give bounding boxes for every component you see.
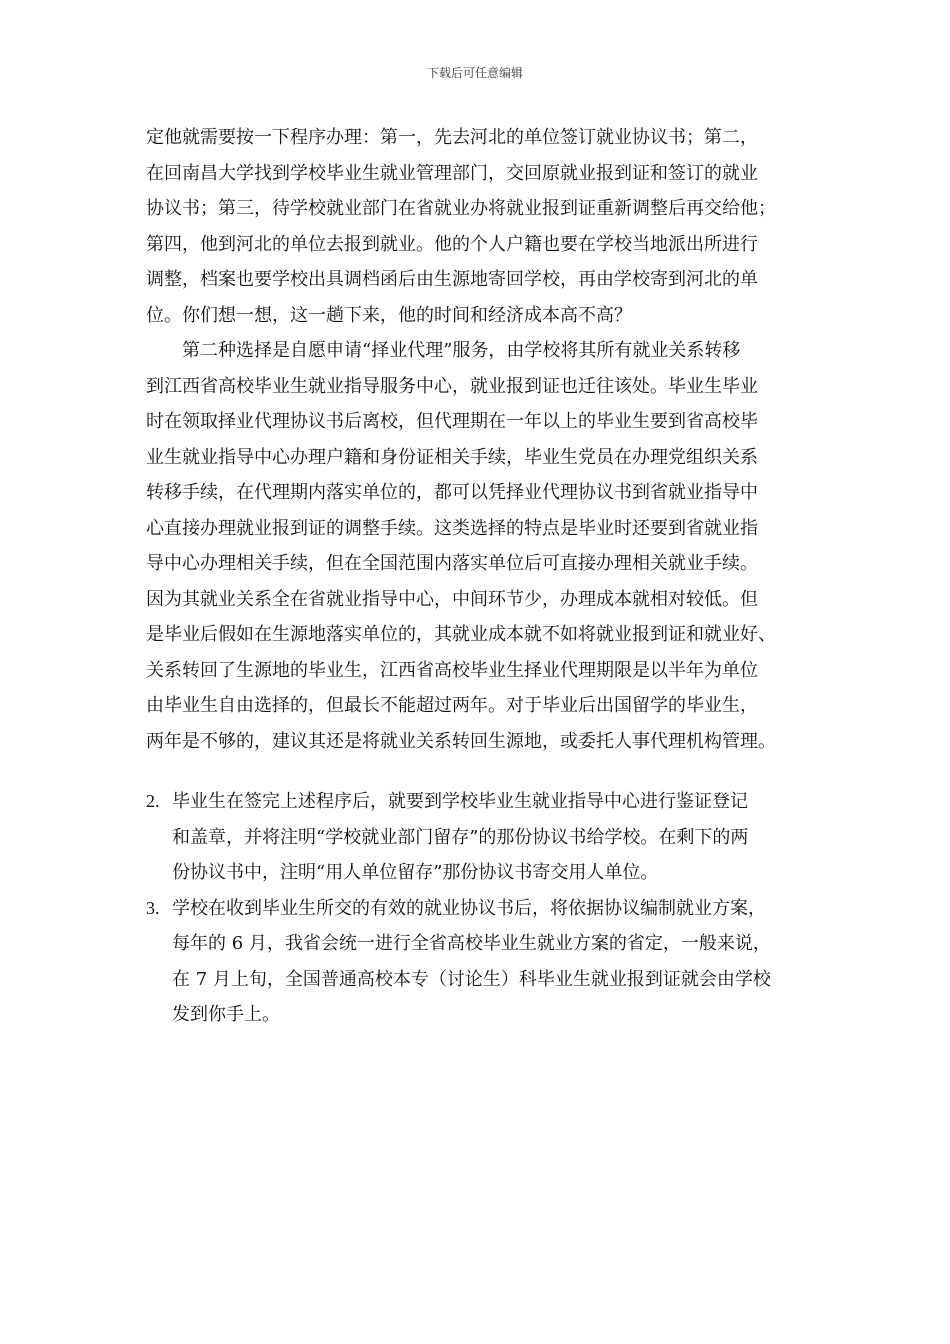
text-line: 由毕业生自由选择的，但最长不能超过两年。对于毕业后出国留学的毕业生， xyxy=(146,695,758,716)
text-line: 调整，档案也要学校出具调档函后由生源地寄回学校，再由学校寄到河北的单 xyxy=(146,269,758,290)
text-line: 关系转回了生源地的毕业生，江西省高校毕业生择业代理期限是以半年为单位 xyxy=(146,659,758,681)
text-line: 到江西省高校毕业生就业指导服务中心，就业报到证也迁往该处。毕业生毕业 xyxy=(146,375,758,397)
numbered-list xyxy=(146,784,836,1033)
text-line: 位。你们想一想，这一趟下来，他的时间和经济成本高不高？ xyxy=(146,304,632,326)
text-line: 时在领取择业代理协议书后离校，但代理期在一年以上的毕业生要到省高校毕 xyxy=(146,411,758,432)
text-line: 毕业生在签完上述程序后，就要到学校毕业生就业指导中心进行鉴证登记 xyxy=(172,791,748,812)
page-header: 下载后可任意编辑 xyxy=(426,66,523,80)
body-text xyxy=(146,120,816,759)
text-line: 发到你手上。 xyxy=(172,1004,280,1025)
text-line: 是毕业后假如在生源地落实单位的，其就业成本就不如将就业报到证和就业好、 xyxy=(146,624,776,645)
text-line: 转移手续，在代理期内落实单位的，都可以凭择业代理协议书到省就业指导中 xyxy=(146,482,758,503)
paragraph-2 xyxy=(146,333,816,759)
text-line: 两年是不够的，建议其还是将就业关系转回生源地，或委托人事代理机构管理。 xyxy=(146,730,776,752)
text-line: 导中心办理相关手续，但在全国范围内落实单位后可直接办理相关就业手续。 xyxy=(146,553,758,574)
text-line: 因为其就业关系全在省就业指导中心，中间环节少，办理成本就相对较低。但 xyxy=(146,588,758,610)
list-number: 3. xyxy=(146,897,160,918)
text-line: 第二种选择是自愿申请“择业代理”服务，由学校将其所有就业关系转移 xyxy=(146,340,741,361)
text-line: 份协议书中，注明“用人单位留存”那份协议书寄交用人单位。 xyxy=(172,862,659,883)
text-line: 在回南昌大学找到学校毕业生就业管理部门，交回原就业报到证和签订的就业 xyxy=(146,162,758,184)
text-line: 定他就需要按一下程序办理：第一，先去河北的单位签订就业协议书；第二， xyxy=(146,127,758,148)
text-line: 心直接办理就业报到证的调整手续。这类选择的特点是毕业时还要到省就业指 xyxy=(146,517,758,539)
text-line: 在 7 月上旬，全国普通高校本专（讨论生）科毕业生就业报到证就会由学校 xyxy=(172,968,771,990)
text-line: 协议书；第三，待学校就业部门在省就业办将就业报到证重新调整后再交给他； xyxy=(146,198,776,219)
text-line: 学校在收到毕业生所交的有效的就业协议书后，将依据协议编制就业方案， xyxy=(172,897,766,919)
list-number: 2. xyxy=(146,791,160,811)
text-line: 第四，他到河北的单位去报到就业。他的个人户籍也要在学校当地派出所进行 xyxy=(146,233,758,255)
text-line: 每年的 6 月，我省会统一进行全省高校毕业生就业方案的省定，一般来说， xyxy=(172,933,771,954)
list-item xyxy=(146,891,836,1033)
text-line: 和盖章，并将注明“学校就业部门留存”的那份协议书给学校。在剩下的两 xyxy=(172,826,749,848)
paragraph-1 xyxy=(146,120,816,333)
text-line: 业生就业指导中心办理户籍和身份证相关手续，毕业生党员在办理党组织关系 xyxy=(146,446,758,468)
list-item xyxy=(146,784,836,891)
